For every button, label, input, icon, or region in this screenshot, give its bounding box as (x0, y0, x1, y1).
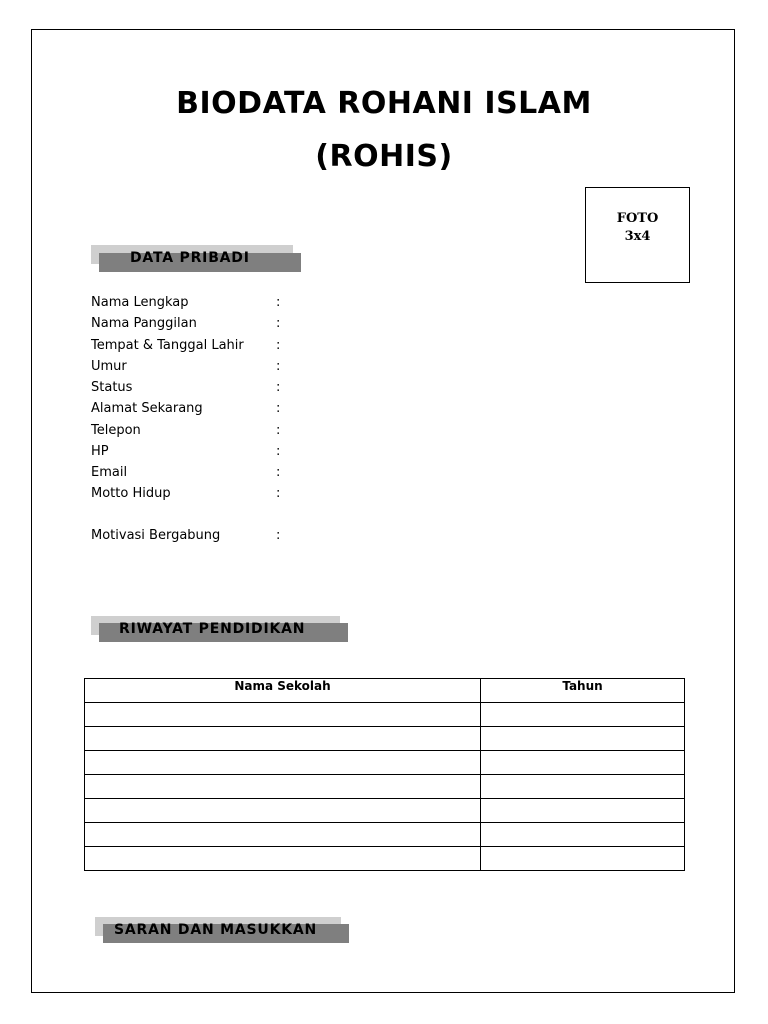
photo-size: 3x4 (624, 229, 651, 244)
field-label: Tempat & Tanggal Lahir (91, 338, 244, 353)
field-colon: : (276, 423, 281, 438)
photo-placeholder (585, 187, 690, 283)
table-row (85, 775, 685, 799)
table-cell-school (85, 847, 481, 871)
table-cell-school (85, 823, 481, 847)
field-label: Umur (91, 359, 127, 374)
table-cell-year (481, 751, 685, 775)
field-colon: : (276, 359, 281, 374)
document-subtitle: (ROHIS) (315, 139, 453, 174)
table-cell-school (85, 727, 481, 751)
table-cell-school (85, 751, 481, 775)
field-colon: : (276, 401, 281, 416)
field-label: Telepon (91, 423, 141, 438)
column-header-school: Nama Sekolah (85, 679, 481, 703)
field-colon: : (276, 295, 281, 310)
table-cell-school (85, 703, 481, 727)
table-row (85, 799, 685, 823)
section-title: RIWAYAT PENDIDIKAN (119, 621, 306, 637)
field-colon: : (276, 444, 281, 459)
field-label: Status (91, 380, 133, 395)
table-row (85, 703, 685, 727)
field-colon: : (276, 465, 281, 480)
table-header-row (85, 679, 685, 703)
field-label: Email (91, 465, 128, 480)
table-cell-year (481, 799, 685, 823)
column-header-year: Tahun (481, 679, 685, 703)
field-label: Nama Panggilan (91, 316, 197, 331)
education-table (84, 678, 685, 871)
field-label: HP (91, 444, 109, 459)
table-cell-school (85, 775, 481, 799)
table-row (85, 847, 685, 871)
table-cell-year (481, 775, 685, 799)
table-row (85, 727, 685, 751)
field-colon: : (276, 338, 281, 353)
table-row (85, 823, 685, 847)
field-label: Motivasi Bergabung (91, 528, 221, 543)
document-title: BIODATA ROHANI ISLAM (176, 86, 592, 121)
table-cell-year (481, 847, 685, 871)
field-colon: : (276, 528, 281, 543)
photo-label: FOTO (616, 211, 659, 226)
table-row (85, 751, 685, 775)
field-colon: : (276, 316, 281, 331)
table-cell-year (481, 703, 685, 727)
field-label: Motto Hidup (91, 486, 171, 501)
table-cell-year (481, 727, 685, 751)
field-colon: : (276, 380, 281, 395)
table-cell-school (85, 799, 481, 823)
field-label: Nama Lengkap (91, 295, 189, 310)
field-label: Alamat Sekarang (91, 401, 203, 416)
field-colon: : (276, 486, 281, 501)
section-title: SARAN DAN MASUKKAN (114, 922, 318, 938)
section-title: DATA PRIBADI (130, 250, 250, 266)
table-cell-year (481, 823, 685, 847)
